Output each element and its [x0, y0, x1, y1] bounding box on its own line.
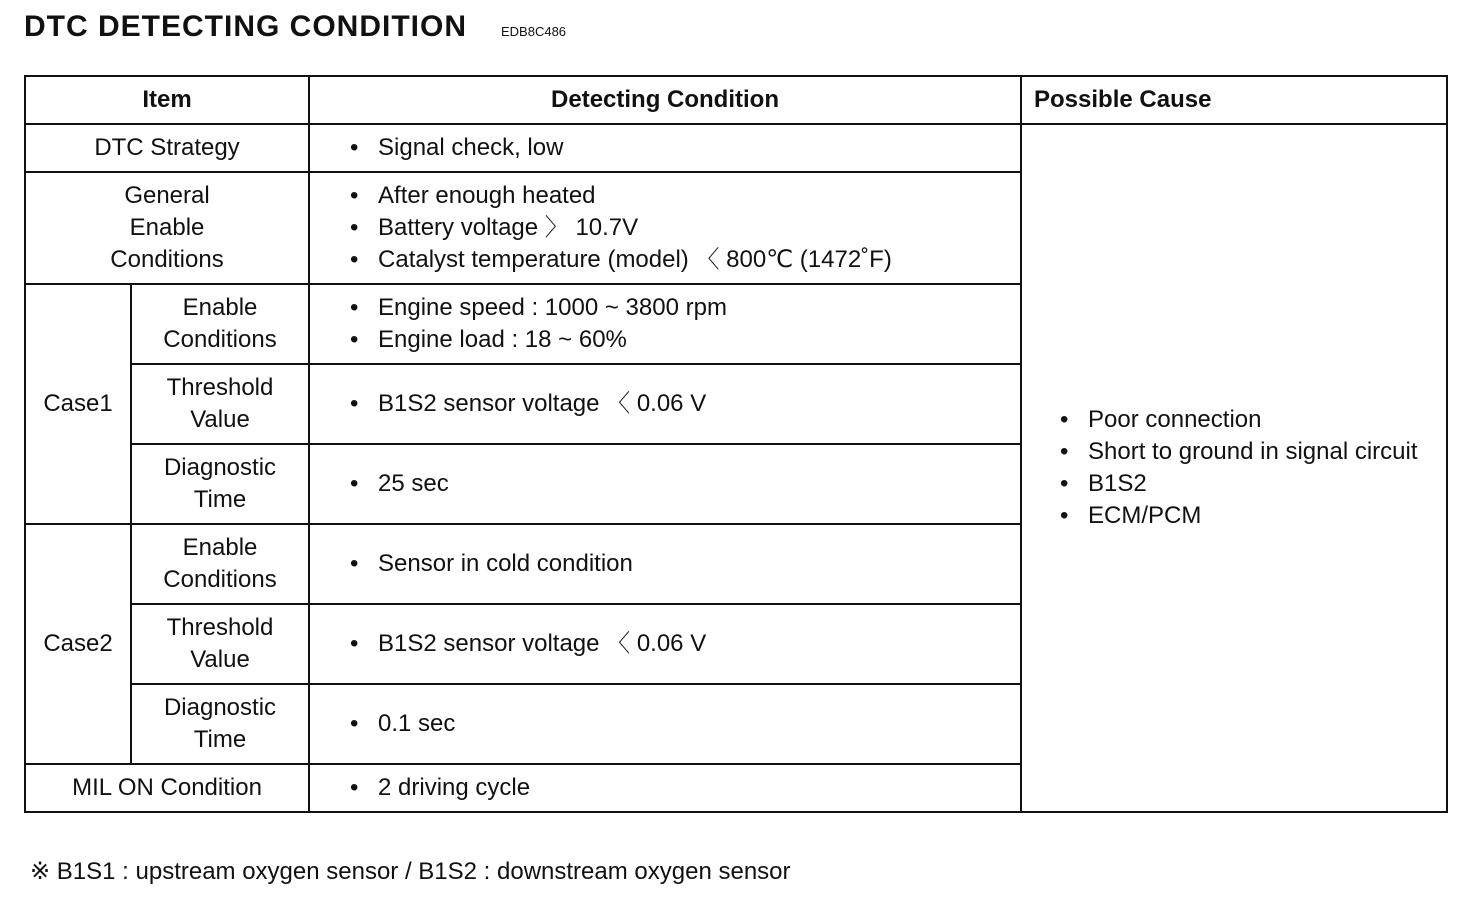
condition-item: • B1S2 sensor voltage 〈 0.06 V: [350, 628, 1020, 660]
header-cause: Possible Cause: [1021, 76, 1447, 124]
case1-label: Case1: [25, 284, 131, 524]
mil-label: MIL ON Condition: [25, 764, 309, 812]
page-title: DTC DETECTING CONDITION: [24, 10, 467, 43]
case2-enable-label: Enable Conditions: [131, 524, 309, 604]
condition-item: • 2 driving cycle: [350, 772, 1020, 804]
case1-diag-conditions: [309, 444, 1021, 524]
case2-label: Case2: [25, 524, 131, 764]
cause-item: • Short to ground in signal circuit: [1060, 436, 1426, 468]
condition-item: • Signal check, low: [350, 132, 1020, 164]
condition-item: • Battery voltage 〉 10.7V: [350, 212, 1020, 244]
possible-causes: [1021, 124, 1447, 812]
condition-item: • Engine speed : 1000 ~ 3800 rpm: [350, 292, 1020, 324]
case2-threshold-conditions: [309, 604, 1021, 684]
case2-diag-label: Diagnostic Time: [131, 684, 309, 764]
case2-enable-conditions: [309, 524, 1021, 604]
header-condition: Detecting Condition: [309, 76, 1021, 124]
case1-enable-conditions: [309, 284, 1021, 364]
condition-item: • Catalyst temperature (model) 〈 800℃ (1472˚F): [350, 244, 1020, 276]
general-label: General Enable Conditions: [25, 172, 309, 284]
cause-item: • Poor connection: [1060, 404, 1426, 436]
case2-threshold-label: Threshold Value: [131, 604, 309, 684]
page-header: [24, 10, 566, 44]
row-strategy: [25, 124, 1447, 172]
general-conditions: [309, 172, 1021, 284]
condition-item: • Engine load : 18 ~ 60%: [350, 324, 1020, 356]
strategy-conditions: [309, 124, 1021, 172]
document-code: EDB8C486: [501, 24, 567, 39]
header-row: [25, 76, 1447, 124]
case1-threshold-conditions: [309, 364, 1021, 444]
header-item: Item: [25, 76, 309, 124]
condition-item: • Sensor in cold condition: [350, 548, 1020, 580]
footnote: ※ B1S1 : upstream oxygen sensor / B1S2 : downstream oxygen sensor: [30, 858, 791, 885]
case2-diag-conditions: [309, 684, 1021, 764]
case1-diag-label: Diagnostic Time: [131, 444, 309, 524]
dtc-table: [24, 75, 1448, 813]
case1-enable-label: Enable Conditions: [131, 284, 309, 364]
mil-conditions: [309, 764, 1021, 812]
cause-item: • B1S2: [1060, 468, 1426, 500]
cause-item: • ECM/PCM: [1060, 500, 1426, 532]
condition-item: • 0.1 sec: [350, 708, 1020, 740]
strategy-label: DTC Strategy: [25, 124, 309, 172]
condition-item: • B1S2 sensor voltage 〈 0.06 V: [350, 388, 1020, 420]
condition-item: • After enough heated: [350, 180, 1020, 212]
case1-threshold-label: Threshold Value: [131, 364, 309, 444]
condition-item: • 25 sec: [350, 468, 1020, 500]
